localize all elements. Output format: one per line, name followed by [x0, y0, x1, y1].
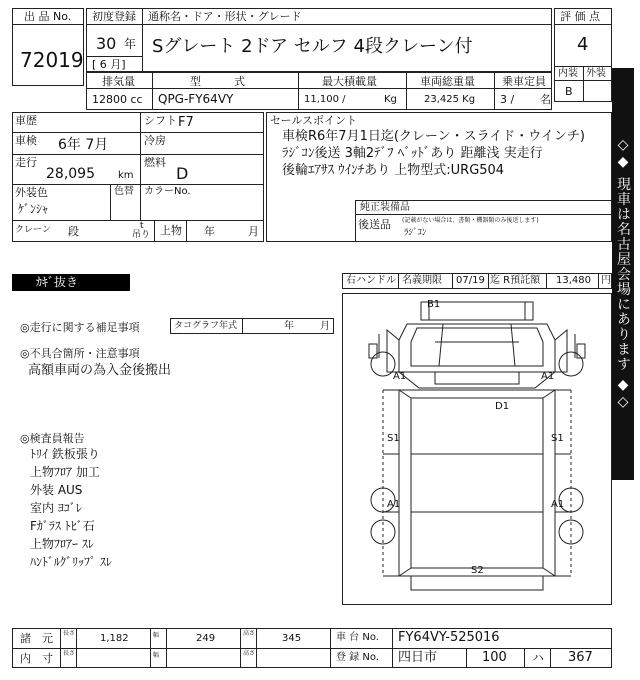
- crane-ton: t: [140, 221, 144, 231]
- ac-label: 冷房: [144, 134, 166, 147]
- mark-s1-right: S1: [551, 433, 564, 444]
- max-load-value: 11,100 /: [304, 94, 346, 105]
- grade-label: 評 価 点: [560, 10, 600, 23]
- travel-notes-label: ◎走行に関する補足事項: [20, 321, 140, 334]
- mark-d1: D1: [495, 401, 510, 412]
- name-change-value: 07/19: [456, 275, 485, 286]
- tacho-month: 月: [320, 321, 330, 332]
- crane-label: クレーン: [15, 225, 51, 235]
- mileage-value: 28,095: [46, 166, 95, 182]
- mileage-label: 走行: [15, 156, 37, 169]
- shift-value: F7: [178, 115, 194, 130]
- later-item: ﾗｼﾞｺﾝ: [404, 228, 427, 238]
- inspector-line: ﾊﾝﾄﾞﾙｸﾞﾘｯﾌﾟ ｽﾚ: [30, 555, 112, 569]
- bed-year: 年: [204, 225, 215, 238]
- shift-label: シフト: [144, 114, 177, 127]
- capacity-value: 3 /: [500, 93, 515, 106]
- inspection-label: 車検: [15, 134, 37, 147]
- inspector-line: 外装 AUS: [30, 483, 83, 497]
- max-load-unit: Kg: [384, 94, 397, 105]
- tacho-label: タコグラフ年式: [174, 321, 238, 331]
- mark-a1-rear-right: A1: [551, 499, 565, 510]
- name-change-label: 名義期限: [402, 275, 442, 286]
- length-label: 長さ: [63, 630, 76, 637]
- ext-color-value: ｹﾞﾝｼｬ: [18, 202, 49, 216]
- mark-s1-left: S1: [387, 433, 400, 444]
- later-label: 後送品: [358, 218, 391, 231]
- interior-height-label: 高さ: [243, 650, 256, 657]
- bed-month: 月: [248, 225, 259, 238]
- height-value: 345: [282, 633, 302, 644]
- max-load-label: 最大積載量: [322, 75, 377, 88]
- first-reg-label: 初度登録: [92, 10, 136, 23]
- truck-diagram: [342, 293, 612, 605]
- crane-hoist: 吊り: [132, 230, 151, 240]
- lot-label: 出 品 No.: [24, 10, 72, 23]
- width-value: 249: [196, 633, 216, 644]
- color-no-label: カラーNo.: [144, 186, 191, 197]
- reg-label: 登 録 No.: [336, 652, 379, 663]
- mark-b1: B1: [427, 299, 441, 310]
- inspector-line: 上物ﾌﾛｱ 加工: [30, 465, 100, 479]
- fuel-value: D: [176, 164, 189, 183]
- crane-stage: 段: [68, 225, 79, 238]
- type-label: 型 式: [190, 75, 245, 88]
- recycle-label: 迄 R預託額: [490, 275, 541, 286]
- key-removed-badge: ｶｷﾞ抜き: [12, 274, 130, 291]
- year-value: 30: [96, 34, 117, 53]
- color-change-label: 色替: [114, 186, 134, 197]
- recycle-unit: 円: [601, 275, 611, 286]
- type-value: QPG-FY64VY: [158, 92, 234, 106]
- exterior-grade-label: 外装: [586, 68, 606, 79]
- genuine-label: 純正装備品: [360, 202, 410, 213]
- dims-label: 諸 元: [20, 632, 53, 645]
- mark-a1-rear-left: A1: [387, 499, 401, 510]
- mark-a1-front-left: A1: [393, 371, 407, 382]
- gross-weight-value: 23,425 Kg: [424, 94, 476, 105]
- month-value: [ 6 月]: [92, 58, 126, 71]
- interior-grade-value: B: [565, 85, 573, 98]
- inspection-value: 6年 7月: [58, 137, 109, 153]
- ext-color-label: 外装色: [15, 186, 48, 199]
- vehicle-title: Sグレート 2ドア セルフ 4段クレーン付: [152, 36, 473, 57]
- lot-number: 72019: [20, 48, 84, 72]
- inspector-label: ◎検査員報告: [20, 432, 85, 445]
- width-label: 幅: [153, 632, 160, 639]
- defect-label: ◎不具合箇所・注意事項: [20, 347, 140, 360]
- inspector-line: ﾄﾘｲ 鉄板張り: [30, 447, 100, 461]
- year-unit: 年: [124, 37, 137, 51]
- history-label: 車歴: [15, 114, 37, 127]
- displacement-value: 12800 cc: [92, 93, 143, 106]
- reg-kana: ハ: [532, 651, 545, 665]
- reg-place: 四日市: [398, 650, 438, 665]
- height-label: 高さ: [243, 630, 256, 637]
- recycle-value: 13,480: [556, 275, 591, 286]
- chassis-label: 車 台 No.: [336, 632, 379, 643]
- sales-point-line: 車検R6年7月1日迄(クレーン・スライド・ウインチ): [282, 129, 585, 144]
- defect-text: 高額車両の為入金後搬出: [28, 363, 172, 378]
- displacement-label: 排気量: [102, 75, 135, 88]
- model-label: 通称名・ドア・形状・グレード: [148, 10, 302, 23]
- sales-points-label: セールスポイント: [270, 114, 358, 127]
- sales-point-line: ﾗｼﾞｺﾝ後送 3軸2ﾃﾞﾌ ﾍﾞｯﾄﾞあり 距離浅 実走行: [282, 146, 543, 161]
- mark-s2: S2: [471, 565, 484, 576]
- length-value: 1,182: [100, 633, 129, 644]
- reg-number: 367: [568, 650, 593, 665]
- inspector-line: Fｶﾞﾗｽ ﾄﾋﾞ石: [30, 519, 95, 533]
- fuel-label: 燃料: [144, 156, 166, 169]
- interior-grade-label: 内装: [558, 68, 578, 79]
- bed-label: 上物: [160, 224, 182, 237]
- sales-point-line: 後輪ｴｱｻｽ ｳｲﾝﾁあり 上物型式:URG504: [282, 163, 505, 178]
- mark-a1-front-right: A1: [541, 371, 555, 382]
- gross-weight-label: 車両総重量: [420, 75, 475, 88]
- later-note: (記載がない場合は、書類・機器類のみ後送します): [402, 217, 539, 224]
- inspector-line: 上物ﾌﾛｱｰ ｽﾚ: [30, 537, 94, 551]
- interior-length-label: 長さ: [63, 650, 76, 657]
- tacho-year: 年: [284, 321, 294, 332]
- capacity-label: 乗車定員: [502, 75, 546, 88]
- handle-value: 右ハンドル: [346, 275, 396, 286]
- reg-class: 100: [482, 650, 507, 665]
- venue-notice-banner: ◇◆ 現車は名古屋会場にあります ◆◇: [612, 68, 634, 480]
- interior-dims-label: 内 寸: [20, 652, 53, 665]
- chassis-value: FY64VY-525016: [398, 630, 500, 645]
- grade-value: 4: [577, 34, 589, 55]
- inspector-line: 室内 ﾖｺﾞﾚ: [30, 501, 82, 515]
- interior-width-label: 幅: [153, 652, 160, 659]
- capacity-unit: 名: [540, 93, 551, 106]
- mileage-unit: km: [118, 170, 134, 181]
